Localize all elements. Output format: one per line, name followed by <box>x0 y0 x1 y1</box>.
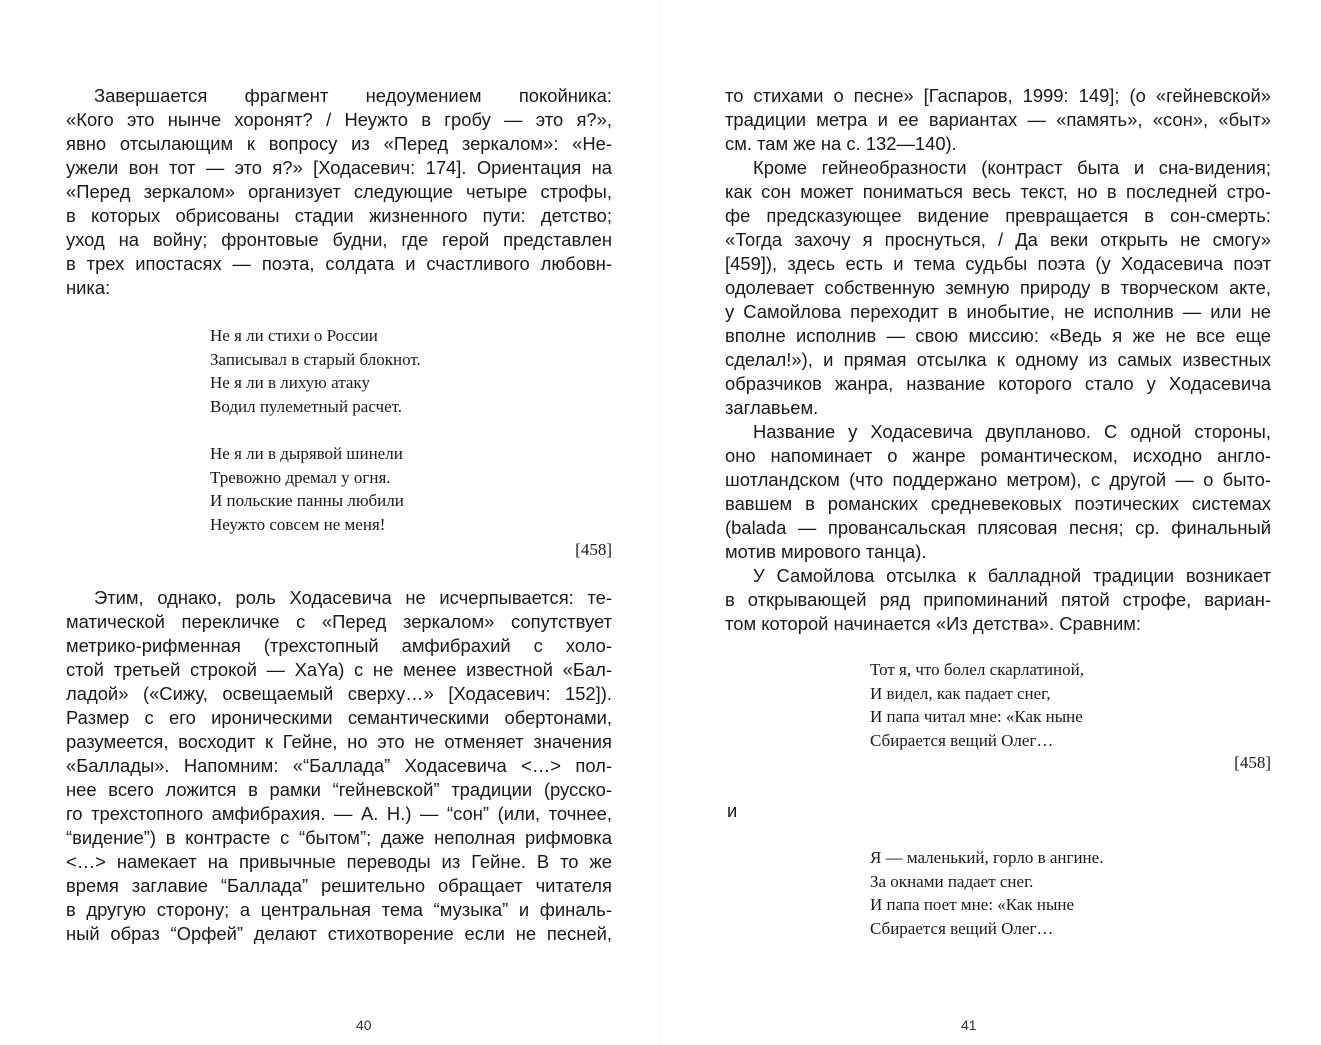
text-line: матической перекличке с «Перед зеркалом» сопутствует <box>66 611 612 632</box>
text-line: Кроме гейнеобразности (контраст быта и сна-видения; <box>753 157 1271 178</box>
verse-line: Тревожно дремал у огня. <box>210 467 391 487</box>
verse-line: Не я ли в дырявой шинели <box>210 444 403 463</box>
conjunction-text: и <box>727 800 738 821</box>
text-line: «Тогда захочу я проснуться, / Да веки открыть не смогу» <box>725 229 1271 250</box>
verse-line: Не я ли стихи о России <box>210 326 378 345</box>
verse-line: И видел, как падает снег, <box>870 683 1051 703</box>
left-verse-stanza-1 <box>210 324 421 418</box>
right-paragraph-2 <box>725 156 1271 420</box>
text-line: образчиков жанра, название которого стало у Ходасевича <box>725 373 1271 394</box>
page-number-left: 40 <box>356 1017 372 1033</box>
text-line: заглавьем. <box>725 397 819 418</box>
left-paragraph-1 <box>66 84 612 300</box>
text-line: в открывающей ряд припоминаний пятой строфе, вариан- <box>725 589 1271 610</box>
right-paragraph-3 <box>725 420 1271 564</box>
right-paragraph-4 <box>725 564 1271 636</box>
verse-line: Я — маленький, горло в ангине. <box>870 848 1104 867</box>
verse-line: И польские панны любили <box>210 491 404 510</box>
verse-line: Сбирается вещий Олег… <box>870 730 1054 750</box>
text-line: вавшем в романских средневековых поэтических системах <box>725 493 1271 514</box>
text-line: в которых обрисованы стадии жизненного пути: детство; <box>66 205 612 226</box>
left-verse-citation: [458] <box>575 540 612 559</box>
left-page <box>0 0 660 1045</box>
text-line: в трех ипостасях — поэта, солдата и счастливого любовн- <box>66 253 612 274</box>
text-line: ладой» («Сижу, освещаемый сверху…» [Ходасевич: 152]). <box>66 683 612 704</box>
text-line: то стихами о песне» [Гаспаров, 1999: 149]; (о «гейневской» <box>725 85 1271 106</box>
right-verse-stanza-2 <box>870 846 1103 940</box>
text-line: сделал!»), и прямая отсылка к одному из самых известных <box>725 349 1271 370</box>
text-line: ужели вон тот — это я?» [Ходасевич: 174]. Ориентация на <box>66 157 612 178</box>
text-line: стой третьей строкой — XaYa) с не менее известной «Бал- <box>66 659 612 680</box>
right-page <box>661 0 1321 1045</box>
text-line: шотландском (что поддержано метром), с другой — о быто- <box>725 469 1271 490</box>
right-verse-citation: [458] <box>1234 753 1271 772</box>
verse-line: Записывал в старый блокнот. <box>210 349 421 369</box>
text-line: Название у Ходасевича двупланово. С одной стороны, <box>753 421 1271 442</box>
text-line: Завершается фрагмент недоумением покойника: <box>94 85 612 106</box>
text-line: «Кого это нынче хоронят? / Неужто в гробу — это я?», <box>66 109 612 130</box>
verse-line: Не я ли в лихую атаку <box>210 373 370 392</box>
text-line: метрико-рифменная (трехстопный амфибрахий с холо- <box>66 635 612 656</box>
text-line: как сон может пониматься весь текст, но в последней стро- <box>725 181 1271 202</box>
text-line: ный образ “Орфей” делают стихотворение если не песней, <box>66 923 612 944</box>
verse-line: Сбирается вещий Олег… <box>870 918 1054 938</box>
text-line: одолевает собственную земную природу в творческом акте, <box>725 277 1271 298</box>
verse-line: За окнами падает снег. <box>870 871 1034 891</box>
verse-line: Водил пулеметный расчет. <box>210 396 403 416</box>
page-number-right: 41 <box>961 1017 977 1033</box>
text-line: Размер с его ироническими семантическими обертонами, <box>66 707 612 728</box>
text-line: уход на войну; фронтовые будни, где герой представлен <box>66 229 612 250</box>
right-paragraph-1 <box>725 84 1271 156</box>
text-line: «Перед зеркалом» организует следующие четыре строфы, <box>66 181 612 202</box>
verse-line: Неужто совсем не меня! <box>210 514 386 534</box>
text-line: у Самойлова переходит в инобытие, не исполнив — или не <box>725 301 1271 322</box>
right-verse-stanza-1 <box>870 658 1084 752</box>
text-line: (balada — провансальская плясовая песня; ср. финальный <box>725 517 1271 538</box>
text-line: оно напоминает о жанре романтическом, исходно англо- <box>725 445 1271 466</box>
text-line: фе предсказующее видение превращается в сон-смерть: <box>725 205 1271 226</box>
text-line: традиции метра и ее вариантах — «память», «сон», «быт» <box>725 109 1271 130</box>
left-paragraph-2 <box>66 586 612 946</box>
text-line: время заглавие “Баллада” решительно обращает читателя <box>66 875 612 896</box>
text-line: го трехстопного амфибрахия. — А. Н.) — “сон” (или, точнее, <box>66 803 612 824</box>
text-line: [459]), здесь есть и тема судьбы поэта (у Ходасевича поэт <box>725 253 1271 274</box>
text-line: “видение”) в контрасте с “бытом”; даже неполная рифмовка <box>66 827 612 848</box>
text-line: У Самойлова отсылка к балладной традиции возникает <box>753 565 1271 586</box>
verse-line: И папа читал мне: «Как ныне <box>870 707 1083 726</box>
text-line: в другую сторону; а центральная тема “музыка” и финаль- <box>66 899 612 920</box>
text-line: разумеется, восходит к Гейне, но это не отменяет значения <box>66 731 612 752</box>
verse-line: Тот я, что болел скарлатиной, <box>870 660 1085 679</box>
text-line: мотив мирового танца). <box>725 541 927 562</box>
text-line: см. там же на с. 132—140). <box>725 133 957 154</box>
text-line: Этим, однако, роль Ходасевича не исчерпывается: те- <box>94 587 612 608</box>
verse-line: И папа поет мне: «Как ныне <box>870 895 1075 914</box>
text-line: том которой начинается «Из детства». Сравним: <box>725 613 1141 634</box>
text-line: явно отсылающим к вопросу из «Перед зеркалом»: «Не- <box>66 133 612 154</box>
left-verse-stanza-2 <box>210 442 404 536</box>
text-line: «Баллады». Напомним: «“Баллада” Ходасевича <…> пол- <box>66 755 612 776</box>
text-line: ника: <box>66 277 111 298</box>
text-line: нее всего ложится в рамки “гейневской” традиции (русско- <box>66 779 612 800</box>
text-line: вполне исполнив — свою миссию: «Ведь я же не все еще <box>725 325 1271 346</box>
text-line: <…> намекает на привычные переводы из Гейне. В то же <box>66 851 612 872</box>
